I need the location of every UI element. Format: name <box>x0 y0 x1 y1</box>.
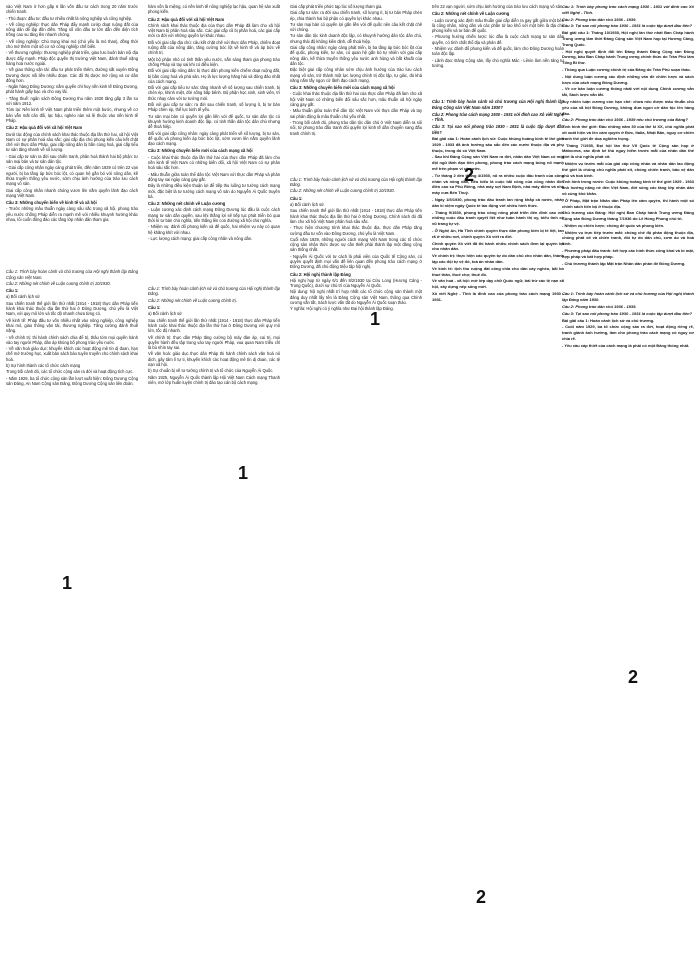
section-heading: Câu 3: Những chuyển biến mới của cách mạng xã hội <box>148 148 253 154</box>
paragraph: - Năm 1929, ba tổ chức cộng sản lần lượt xuất hiện: Đông Dương Cộng sản Đảng, An Nam Cộng sản Đảng, Đông Dương Cộng sản liên đoàn. <box>6 375 138 386</box>
paragraph: - Về công nghiệp: Chú trọng khai mỏ (chủ yếu là mỏ than), đồng thời cho mở thêm một số cơ sở công nghiệp chế biến. <box>6 38 138 50</box>
question: Câu 2: Phong trào dân chủ 1936 - 1939. <box>562 16 637 22</box>
paragraph: Đối với giai cấp địa chủ: câu kết chặt chẽ với thực dân Pháp, chiếm đoạt ruộng đất của nông dân, tăng cường bóc lột về kinh tế và áp bức về chính trị. <box>148 39 280 56</box>
paragraph: Tình hình thế giới: Đầu những năm 30 của thế kỉ XX, chủ nghĩa phát xít xuất hiện và lên cầm quyền ở Đức, Italia, Nhật Bản, nguy cơ chiến tranh thế giới đe doạ nghiêm trọng. <box>562 124 694 141</box>
section-number: 1 <box>238 463 249 483</box>
question: Câu 3: Tại sao nói phong trào 1930 - 1931 là cuộc tập dượt đầu tiên? <box>562 23 693 29</box>
paragraph: - Trước những mâu thuẫn ngày càng sâu sắc trong xã hội, phong trào yêu nước chống Pháp diễn ra mạnh mẽ với nhiều khuynh hướng khác nhau, lôi cuốn đông đảo các tầng lớp nhân dân tham gia. <box>6 206 138 222</box>
paragraph: Bài giải câu 1: Hoàn cảnh lịch sử: Cuộc khủng hoảng kinh tế thế giới 1929 - 1933 đã ảnh hưởng sâu sắc đến các nước thuộc địa và phụ thuộc, trong đó có Việt Nam. <box>432 136 564 153</box>
section-heading: Câu 2: Hậu quả đối với xã hội Việt Nam <box>148 16 225 22</box>
paragraph: - Thủ đoạn: đầu tư: đầu tư nhiều nhất là nông nghiệp và công nghiệp. <box>6 15 133 21</box>
paragraph: Đối với giai cấp tiểu tư sản: tăng nhanh về số lượng sau chiến tranh, bị chèn ép, khinh miệt, đời sống bấp bênh. Bộ phận học sinh, sinh viên, trí thức nhạy cảm với tư tưởng mới. <box>148 85 280 101</box>
paragraph: Giai cấp công nhân nhanh chóng vươn lên nắm quyền lãnh đạo cách mạng Việt Nam. <box>6 187 138 198</box>
paragraph: - Nhiệm vụ trước mắt của giai cấp công nhân và nhân dân lao động thế giới là chống chủ nghĩa phát xít, chống chiến tranh, bảo vệ dân chủ và hoà bình. <box>562 160 694 178</box>
paragraph: Tóm lại: Nền kinh tế Việt Nam phát triển thêm một bước, nhưng về cơ bản vẫn mất cân đối, lạc hậu, nghèo nàn và lệ thuộc vào nền kinh tế Pháp. <box>6 107 138 123</box>
paragraph: Giai cấp công nhân: ngày càng phát triển, bị ba tầng áp bức bóc lột của đế quốc, phong kiến, tư sản, có quan hệ gắn bó tự nhiên với giai cấp nông dân, kế thừa truyền thống yêu nước anh hùng và bất khuất của dân tộc. <box>290 45 422 66</box>
paragraph: - Cuộc khai thác thuộc địa lần thứ hai của thực dân Pháp đã làm cho nền kinh tế Việt Nam có những biến đổi, xã hội Việt Nam có sự phân hoá sâu sắc hơn. <box>148 154 280 171</box>
paragraph: b) Sự chuẩn bị về tư tưởng chính trị và tổ chức của Nguyễn Ái Quốc. <box>148 368 274 374</box>
paragraph: trên 22 vạn người, sớm chịu ảnh hưởng của trào lưu cách mạng vô sản. <box>432 4 564 9</box>
paragraph: - Cuộc khai thác thuộc địa lần thứ hai của thực dân Pháp đã làm cho xã hội Việt Nam có những biến đổi sâu sắc hơn, mâu thuẫn xã hội ngày càng gay gắt. <box>290 91 422 108</box>
section-number: 2 <box>476 887 487 907</box>
paragraph: - Về giao thông vận tải: đầu tư phát triển thêm, đường sắt xuyên Đông Dương được nối liền nhiều đoạn. Các đô thị được mở rộng và cư dân đông hơn. <box>6 67 138 83</box>
paragraph: - Tháng 9/1930, phong trào công nông phát triển đến đỉnh cao với những cuộc đấu tranh quyết liệt như tuần hành thị uy, biểu tình có vũ trang tự vệ. <box>432 209 564 227</box>
paragraph: Tư sản mại bản có quyền lợi gắn liền với đế quốc nên câu kết chặt chẽ với chúng. <box>290 21 422 33</box>
paragraph: - Luận cương xác định mâu thuẫn giai cấp diễn ra gay gắt giữa một bên là công nhân, nông dân và các phần tử lao khổ với một bên là địa chủ phong kiến và tư bản đế quốc. <box>432 17 564 34</box>
section-number: 1 <box>62 573 73 593</box>
paragraph: a) Bối cảnh lịch sử <box>148 311 182 317</box>
paragraph: Về chính trị: thực dân Pháp tăng cường bộ máy đàn áp, cai trị, mọi quyền hành đều tập trung vào tay người Pháp, vua quan Nam triều chỉ là bù nhìn tay sai. <box>148 334 280 351</box>
paragraph: Tình hình trong nước: Cuộc khủng hoảng kinh tế thế giới 1929 - 1933 ảnh hưởng nặng nề đến Việt Nam, đời sống các tầng lớp nhân dân vô cùng khó khăn. <box>562 179 694 196</box>
paragraph: Tuy nhiên luận cương còn hạn chế: chưa nêu được mâu thuẫn chủ yếu của xã hội Đông Dương, không đưa ngọn cờ dân tộc lên hàng đầu. <box>562 98 694 116</box>
paragraph: - Trong bối cảnh đó, phong trào dân tộc dân chủ ở Việt Nam diễn ra sôi nổi, từ phong trào đấu tranh đòi quyền lợi kinh tế dần chuyển sang đấu tranh chính trị. <box>290 119 422 136</box>
question: Câu 1: Trình bày hoàn cảnh lịch sử và chủ trương của Hội nghị thành lập Đảng. <box>290 176 422 188</box>
answer-heading: Câu 1: <box>148 305 161 311</box>
paragraph: - Nội dung luận cương xác định những vấn đề chiến lược và sách lược của cách mạng Đông Dương. <box>562 73 694 85</box>
paragraph: - Mâu thuẫn giữa toàn thể dân tộc Việt Nam với thực dân Pháp và tay sai phản động là mâu thuẫn chủ yếu nhất. <box>290 108 422 119</box>
paragraph: - Giai cấp công nhân ngày càng phát triển, đến năm 1929 có trên 22 vạn người, bị ba tầng áp bức bóc lột, có quan hệ gắn bó với nông dân, kế thừa truyền thống yêu nước, sớm chịu ảnh hưởng của trào lưu cách mạng vô sản. <box>6 165 138 187</box>
paragraph: b) Sự hình thành các tổ chức cách mạng <box>6 363 81 369</box>
paragraph: - Yêu cầu cấp thiết của cách mạng là phải có một Đảng thống nhất. <box>562 342 690 348</box>
paragraph: vào Việt Nam ở hơn gấp 6 lần vốn đầu tư cách trong 20 năm trước chiến tranh. <box>6 4 138 15</box>
paragraph: - Nguyễn Ái Quốc với tư cách là phái viên của Quốc tế Cộng sản, có quyền quyết định mọi vấn đề liên quan đến phong trào cách mạng ở Đông Dương, đã chủ động triệu tập hội nghị. <box>290 253 422 270</box>
answer-heading: Câu 1: <box>290 195 303 201</box>
paragraph: - Phương hướng chiến lược: lúc đầu là cuộc cách mạng tư sản dân quyền, có tính chất thổ địa và phản đế. <box>432 34 564 45</box>
paragraph: Ý nghĩa: Hội nghị có ý nghĩa như Đại hội thành lập Đảng. <box>290 306 394 312</box>
paragraph: Nội dung: hội nghị nhất trí hợp nhất các tổ chức cộng sản thành một đảng duy nhất lấy tên là Đảng Cộng sản Việt Nam, thông qua Chính cương vắn tắt, Sách lược vắn tắt do Nguyễn Ái Quốc soạn thảo. <box>290 289 422 306</box>
paragraph: - Về công nghiệp: thực dân Pháp đẩy mạnh cướp đoạt ruộng đất của nông dân để lập đồn điền. Tăng số vốn đầu tư lớn dẫn đến diện tích trồng cao su tăng lên nhanh chóng. <box>6 21 138 38</box>
paragraph: - Luận cương xác định cách mạng Đông Dương lúc đầu là cuộc cách mạng tư sản dân quyền, sau khi thắng lợi sẽ tiếp tục phát triển bỏ qua thời kì tư bản chủ nghĩa, tiến thẳng lên con đường xã hội chủ nghĩa. <box>148 207 280 223</box>
text-column-5 <box>562 4 694 954</box>
paragraph: Bài giải câu 1: Hoàn cảnh lịch sử và chủ trương. <box>562 317 655 323</box>
paragraph: - Về thương nghiệp: thương nghiệp phát triển, giao lưu buôn bán nội địa được đẩy mạnh. Pháp độc quyền thị trường Việt Nam, đánh thuế nặng hàng hoá nước ngoài. <box>6 50 138 66</box>
paragraph: Giai cấp tư sản: ra đời sau chiến tranh, số lượng ít, bị tư bản Pháp chèn ép, chia thành hai bộ phận có quyền lợi khác nhau. <box>290 10 422 21</box>
question: Câu 1: Trình bày phong trào cách mạng 1930 - 1931 với đỉnh cao Xô viết Nghệ - Tĩnh. <box>562 4 694 15</box>
paragraph: Dưới tác động của chính sách khai thác thuộc địa lần thứ hai, xã hội Việt Nam có sự phân hoá sâu sắc: giai cấp địa chủ phong kiến câu kết chặt chẽ với thực dân Pháp, giai cấp nông dân bị bần cùng hoá, giai cấp tiểu tư sản tăng nhanh về số lượng. <box>6 131 138 153</box>
paragraph: - Giai cấp tư sản ra đời sau chiến tranh, phân hoá thành hai bộ phận: tư sản mại bản và tư sản dân tộc. <box>6 153 138 165</box>
paragraph: Về văn hoá: giáo dục thực dân Pháp thi hành chính sách văn hoá nô dịch, gây tâm lí tự ti, khuyến khích các hoạt động mê tín dị đoan, các tệ nạn xã hội. <box>148 351 280 368</box>
section-number: 1 <box>370 309 381 329</box>
paragraph: a) Bối cảnh lịch sử <box>6 294 40 300</box>
paragraph: Năm 1925, Nguyễn Ái Quốc thành lập Hội Việt Nam Cách mạng Thanh niên, mở lớp huấn luyện chính trị đào tạo cán bộ cách mạng. <box>148 374 280 385</box>
paragraph: - Phương pháp đấu tranh: kết hợp các hình thức công khai và bí mật, hợp pháp và bất hợp pháp. <box>562 248 694 259</box>
paragraph: - Nhiệm vụ: đánh đổ phong kiến và đế quốc, làm cho Đông Dương hoàn toàn độc lập. <box>432 46 564 57</box>
paragraph: Trong bối cảnh đó, các tổ chức cộng sản ra đời và hoạt động tích cực. <box>6 369 134 375</box>
paragraph: - Mâu thuẫn giữa toàn thể dân tộc Việt Nam với thực dân Pháp và phản động tay sai ngày càng gay gắt. <box>148 171 280 182</box>
section-heading: Câu 2: Hậu quả đối với xã hội Việt Nam <box>6 125 83 131</box>
paragraph: - Thực hiện chương trình khai thác thuộc địa, thực dân Pháp tăng cường đầu tư vốn vào Đông Dương, chủ yếu là Việt Nam. <box>290 225 422 236</box>
paragraph: Về kinh tế: tịch thu ruộng đất công chia cho dân cày nghèo, bãi bỏ thuế thân, thuế chợ, thuế đò. <box>432 265 564 277</box>
paragraph: Giai cấp phát triển phức tạp lúc số lượng tham gia. <box>290 4 383 9</box>
question: Câu 3: Tại sao nói phong trào 1930 - 1931 là cuộc tập dượt đầu tiên? <box>562 310 693 316</box>
question: Câu 1: Trình bày hoàn cảnh lịch sử và chủ trương của Hội nghị thành lập Đảng năm 1930. <box>562 291 694 303</box>
paragraph: Cuối năm 1929, những người cách mạng Việt Nam trong các tổ chức cộng sản nhận thức được sự cần thiết phải thành lập một đảng cộng sản thống nhất. <box>290 236 422 253</box>
paragraph: Tư sản mại bản có quyền lợi gắn liền với đế quốc, tư sản dân tộc có khuynh hướng kinh doanh độc lập, có tinh thần dân tộc dân chủ nhưng dễ thoả hiệp. <box>148 113 280 130</box>
paragraph: - Ở Nghệ An, Hà Tĩnh chính quyền thực dân phong kiến bị tê liệt, tan rã ở nhiều nơi, chính quyền Xô viết ra đời. <box>432 228 564 239</box>
section-number: 2 <box>628 667 639 687</box>
paragraph: Đối với giai cấp tư sản: ra đời sau chiến tranh, số lượng ít, bị tư bản Pháp chèn ép, thế lực kinh tế yếu. <box>148 102 280 113</box>
section-heading: Câu 3: Những chuyển biến mới của cách mạng xã hội <box>290 85 395 91</box>
paragraph: Đối với giai cấp công nhân: ngày càng phát triển về số lượng, bị tư sản, đế quốc và phong kiến áp bức bóc lột, sớm vươn lên nắm quyền lãnh đạo cách mạng. <box>148 130 280 147</box>
paragraph: - Chủ trương thành lập Mặt trận Nhân dân phản đế Đông Dương. <box>562 260 686 266</box>
paragraph: - Tháng 7/1935, Đại hội lần thứ VII Quốc tế Cộng sản họp ở Mátxcơva, xác định kẻ thù nguy hiểm trước mắt của nhân dân thế giới là chủ nghĩa phát xít. <box>562 142 694 160</box>
section-heading: Câu 2: Những nét chính về Luận cương <box>432 11 510 17</box>
section-number: 2 <box>464 165 475 185</box>
text-column-3 <box>290 4 422 954</box>
answer-heading: Câu 1: <box>6 288 19 294</box>
paragraph: - Lãnh đạo: Đảng Cộng sản, lấy chủ nghĩa Mác - Lênin làm nền tảng tư tưởng. <box>432 57 564 68</box>
paragraph: - Tăng thuế: ngân sách Đông Dương thu năm 1930 tăng gấp 3 lần so với năm 1912. <box>6 95 138 107</box>
question: Câu 2: Phong trào cách mạng 1930 - 1931 với đỉnh cao Xô viết Nghệ - Tĩnh. <box>432 111 564 123</box>
paragraph: Một bộ phận nhỏ có tinh thần yêu nước, sẵn sàng tham gia phong trào chống Pháp và tay sai khi có điều kiện. <box>148 56 280 67</box>
paragraph: - Về văn hoá giáo dục: khuyến khích các hoạt động mê tín dị đoan, hạn chế mở trường học, xuất bản sách báo tuyên truyền cho chính sách khai hoá. <box>6 346 138 362</box>
text-column-2 <box>148 4 280 954</box>
paragraph: Sau chiến tranh thế giới lần thứ nhất (1914 - 1918) thực dân Pháp tiến hành khai thác thuộc địa lần thứ hai ở Đông Dương. Chính sách đó đã làm cho xã hội Việt Nam phân hoá sâu sắc. <box>290 208 422 224</box>
paragraph: - Về cơ bản luận cương thống nhất với nội dung Chính cương vắn tắt, Sách lược vắn tắt. <box>562 86 694 98</box>
question: Câu 2: Phong trào dân chủ 1936 - 1939. <box>562 304 637 310</box>
paragraph: Đặc biệt giai cấp công nhân sớm chịu ảnh hưởng của trào lưu cách mạng vô sản, trở thành một lực lượng chính trị độc lập, tự giác, đủ khả năng nắm lấy ngọn cờ lãnh đạo cách mạng. <box>290 67 422 83</box>
paragraph: Sau chiến tranh thế giới lần thứ nhất (1914 - 1918) thực dân Pháp tiến hành cuộc khai thác thuộc địa lần thứ hai ở Đông Dương với quy mô lớn, tốc độ nhanh. <box>148 317 280 334</box>
paragraph: Tư sản dân tộc kinh doanh độc lập, có khuynh hướng dân tộc dân chủ, nhưng thái độ không kiên định, dễ thoả hiệp. <box>290 33 422 44</box>
paragraph: - Thông qua Luận cương chính trị của Đảng do Trần Phú soạn thảo. <box>562 66 691 72</box>
paragraph: Chính quyền Xô viết đã thi hành nhiều chính sách đem lại quyền lợi cho nhân dân. <box>432 240 564 252</box>
paragraph: Bài giải câu 1: Tháng 10/1930, Hội nghị lần thứ nhất Ban Chấp hành Trung ương lâm thời Đảng Cộng sản Việt Nam họp tại Hương Cảng, Trung Quốc. <box>562 30 694 47</box>
question: Câu 1: Trình bày hoàn cảnh lịch sử và chủ trương của Hội nghị thành lập Đảng. <box>148 286 280 297</box>
section-heading: Câu 3: Những chuyển biến về kinh tế và xã hội <box>6 200 97 206</box>
question: Câu 2: Những nét chính về Luận cương chính trị 10/1930. <box>6 280 111 286</box>
paragraph: Về văn hoá - xã hội: mở lớp dạy chữ Quốc ngữ, bài trừ các tệ nạn xã hội, xây dựng nếp sống mới. <box>432 278 564 290</box>
question: Câu 2: Những nét chính về Luận cương chính trị. <box>148 297 237 303</box>
paragraph: - Cuối năm 1929, ba tổ chức cộng sản ra đời, hoạt động riêng rẽ, tranh giành ảnh hưởng, làm cho phong trào cách mạng có nguy cơ chia rẽ. <box>562 324 694 342</box>
paragraph: - Ngày 1/5/1930, phong trào đấu tranh lan rộng khắp cả nước, nhân dân kỉ niệm ngày Quốc tế lao động với nhiều hình thức. <box>432 197 564 208</box>
paragraph: - Từ tháng 2 đến tháng 4/1930, nổ ra nhiều cuộc đấu tranh của công nhân và nông dân, tiêu biểu là cuộc bãi công của công nhân đồn điền cao su Phú Riềng, nhà máy sợi Nam Định, nhà máy diêm và nhà máy cưa Bến Thuỷ. <box>432 172 564 196</box>
paragraph: Đây là những điều kiện thuận lợi để tiếp thu luồng tư tưởng cách mạng mới, đặc biệt là tư tưởng cách mạng vô sản do Nguyễn Ái Quốc truyền bá. <box>148 183 280 199</box>
paragraph: Hội nghị họp từ ngày 6/1 đến 8/2/1930 tại Cửu Long (Hương Cảng - Trung Quốc), dưới sự chủ trì của Nguyễn Ái Quốc. <box>290 277 422 289</box>
paragraph: hàm vốn là miệng, có nền kinh tế nông nghiệp lạc hậu, quan hệ sản xuất phong kiến. <box>148 4 280 15</box>
paragraph: Xô viết Nghệ - Tĩnh là đỉnh cao của phong trào cách mạng 1930 - 1931. <box>432 290 564 302</box>
paragraph: Chủ trương của Đảng: Hội nghị Ban Chấp hành Trung ương Đảng Cộng sản Đông Dương tháng 7/1936 do Lê Hồng Phong chủ trì. <box>562 210 694 222</box>
paragraph: - Hội nghị quyết định đổi tên Đảng thành Đảng Cộng sản Đông Dương, bầu Ban Chấp hành Trung ương chính thức do Trần Phú làm Tổng Bí thư. <box>562 48 694 66</box>
question: Câu 1: Trình bày hoàn cảnh và chủ trương của Hội nghị thành lập Đảng Cộng sản Việt Nam. <box>6 269 138 280</box>
question: Câu 2: Những nét chính về Luận cương chính trị 10/1930. <box>290 188 395 194</box>
paragraph: - Sau khi Đảng Cộng sản Việt Nam ra đời, nhân dân Việt Nam có một đội ngũ lãnh đạo tiên phong, phong trào cách mạng bùng nổ mạnh mẽ trên phạm vi cả nước. <box>432 154 564 172</box>
paragraph: - Ngân hàng Đông Dương: nắm quyền chỉ huy nền kinh tế Đông Dương, phát hành giấy bạc và cho vay lãi. <box>6 84 138 95</box>
paragraph: - Nhiệm vụ chiến lược: chống đế quốc và phong kiến. <box>562 222 665 228</box>
paragraph: Về kinh tế: Pháp đầu tư vốn nhiều nhất vào nông nghiệp, công nghiệp khai mỏ, giao thông vận tải, thương nghiệp. Tăng cường đánh thuế nặng. <box>6 317 138 334</box>
paragraph: - Nhiệm vụ trực tiếp trước mắt: chống chế độ phản động thuộc địa, chống phát xít và chiến tranh, đòi tự do dân chủ, cơm áo và hoà bình. <box>562 229 694 247</box>
question: Câu 3: Tại sao nói phong trào 1930 - 1931 là cuộc tập dượt đầu tiên? <box>432 124 564 135</box>
question: Câu 2: Phong trào dân chủ 1936 - 1939 nêu chủ trương của Đảng? <box>562 117 688 123</box>
paragraph: Sau chiến tranh thế giới lần thứ nhất (1914 - 1918) thực dân Pháp tiến hành khai thác thuộc địa lần thứ hai ở Đông Dương, chủ yếu là Việt Nam, với quy mô lớn và tốc độ nhanh chưa từng có. <box>6 300 138 317</box>
paragraph: Chính sách khai thác thuộc địa của thực dân Pháp đã làm cho xã hội Việt Nam bị phân hoá sâu sắc. Các giai cấp cũ bị phân hoá, các giai cấp mới ra đời với những quyền lợi khác nhau. <box>148 22 280 39</box>
paragraph: a) Bối cảnh lịch sử <box>290 202 324 208</box>
text-column-1 <box>6 4 138 954</box>
paragraph: Đối với giai cấp nông dân: bị thực dân phong kiến chiếm đoạt ruộng đất, bị bần cùng hoá và phá sản. Họ là lực lượng hăng hái và đông đảo nhất của cách mạng. <box>148 68 280 84</box>
paragraph: - Về chính trị: thi hành chính sách chia để trị, thâu tóm mọi quyền hành vào tay người Pháp, đàn áp khủng bố phong trào yêu nước. <box>6 334 138 345</box>
paragraph: Về chính trị: thực hiện các quyền tự do dân chủ cho nhân dân, thành lập các đội tự vệ đỏ, toà án nhân dân. <box>432 253 564 264</box>
paragraph: - Lực lượng cách mạng: giai cấp công nhân và nông dân. <box>148 235 253 241</box>
section-heading: Câu 2: Những nét chính về Luận cương <box>148 201 226 207</box>
paragraph: - Nhiệm vụ: đánh đổ phong kiến và đế quốc, hai nhiệm vụ này có quan hệ khăng khít với nhau. <box>148 224 280 235</box>
text-column-4 <box>432 4 564 954</box>
paragraph: - Ở Pháp, Mặt trận Nhân dân Pháp lên cầm quyền, thi hành một số chính sách tiến bộ ở thuộc địa. <box>562 197 694 209</box>
question: Câu 1: Trình bày hoàn cảnh và chủ trương của Hội nghị thành lập Đảng Cộng sản Việt Nam năm 1930? <box>432 99 564 110</box>
section-heading: Câu 2: Hội nghị thành lập Đảng <box>290 271 351 277</box>
